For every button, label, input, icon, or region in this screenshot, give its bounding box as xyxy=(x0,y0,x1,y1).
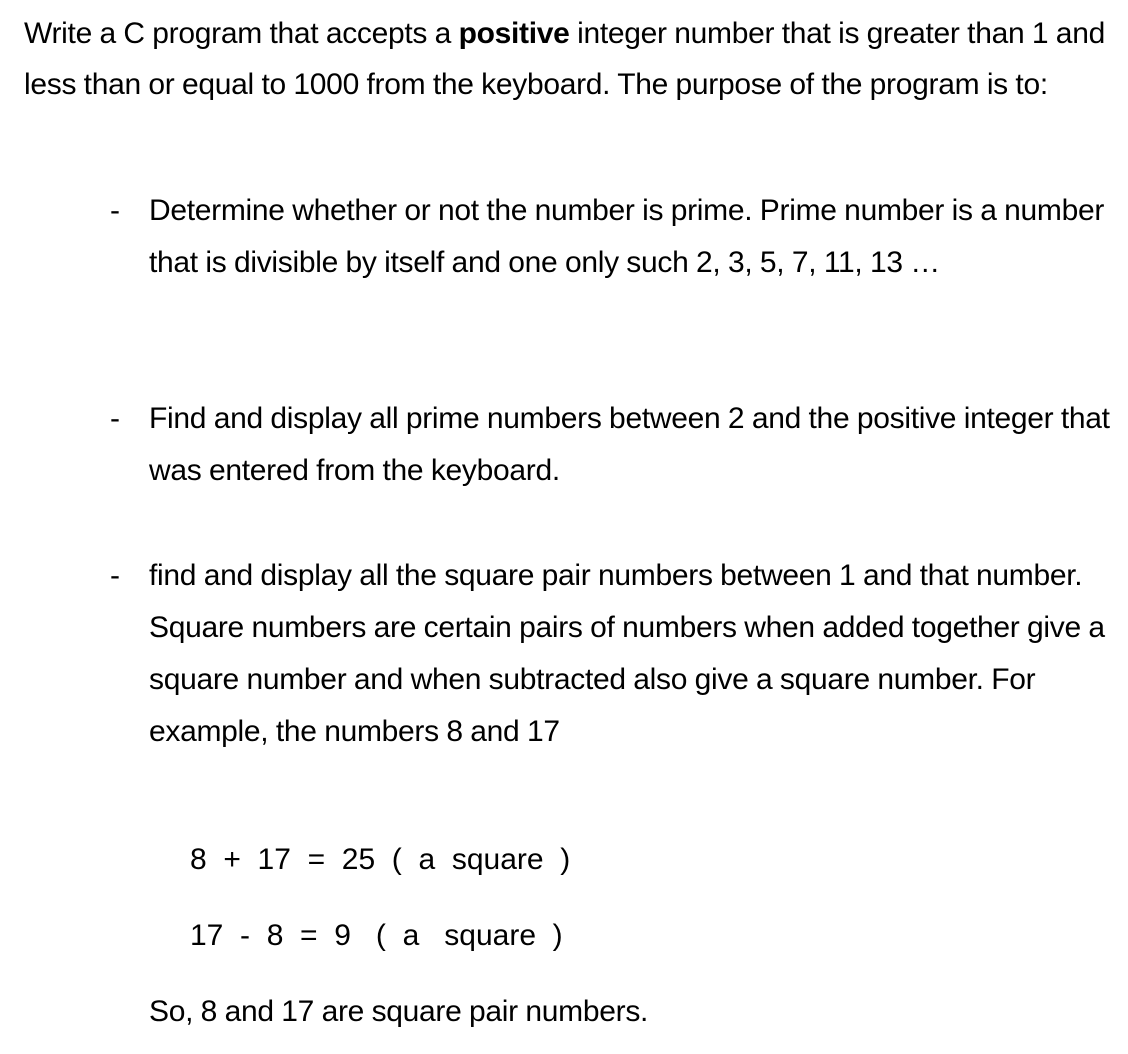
bullet-dash-1: - xyxy=(110,194,120,227)
intro-bold-positive: positive xyxy=(458,17,570,50)
example-equation-sum: 8 + 17 = 25 ( a square ) xyxy=(190,843,571,876)
intro-paragraph xyxy=(24,8,1114,110)
bullet-prime-check: Determine whether or not the number is prime. Prime number is a number that is divisible by itself and one only such 2, 3, 5, 7, 11, 13 … xyxy=(149,194,1105,279)
intro-text-end: integer number that is greater than 1 and less than or equal to 1000 from the keyboard. The purpose of the program is to: xyxy=(24,17,1105,101)
intro-text-start: Write a C program that accepts a xyxy=(24,17,459,50)
bullet-dash-3: - xyxy=(110,559,120,592)
bullet-prime-list: Find and display all prime numbers between 2 and the positive integer that was entered from the keyboard. xyxy=(149,402,1110,487)
bullet-dash-2: - xyxy=(110,402,120,435)
example-conclusion: So, 8 and 17 are square pair numbers. xyxy=(149,995,649,1028)
example-equation-difference: 17 - 8 = 9 ( a square ) xyxy=(190,919,563,952)
bullet-square-pairs: find and display all the square pair numbers between 1 and that number. Square numbers are certain pairs of numbers when added together give a square number and when subtracted also give a square number. For example, the numbers 8 and 17 xyxy=(149,559,1105,748)
